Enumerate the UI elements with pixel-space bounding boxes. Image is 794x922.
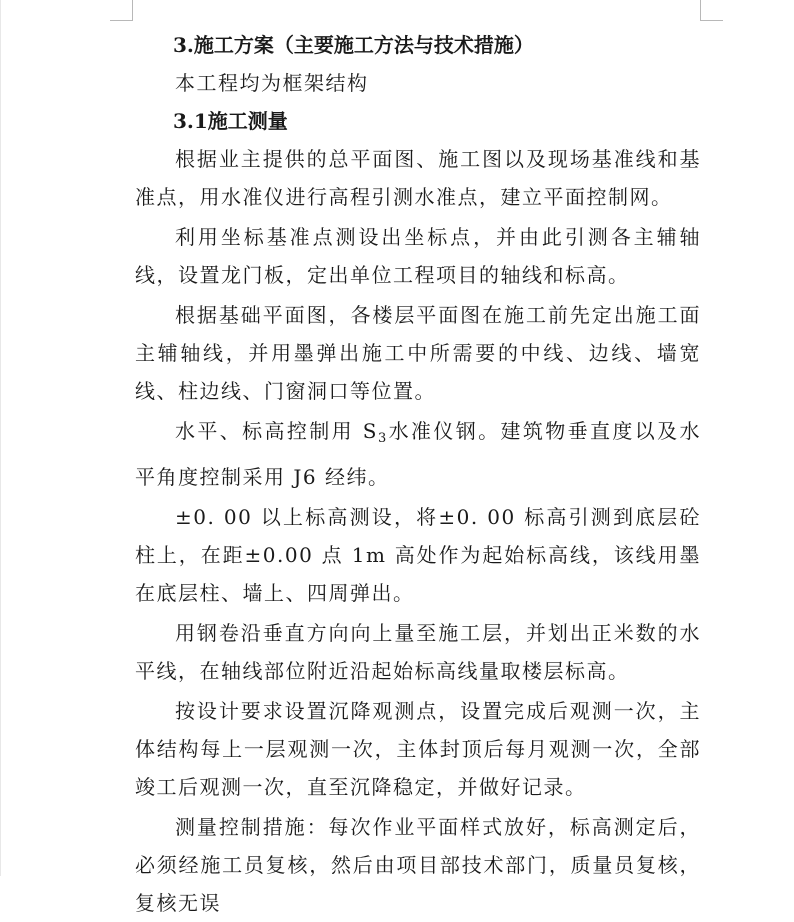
- paragraph-4: [135, 412, 701, 496]
- paragraph-4-start: 水平、标高控制用 S: [175, 419, 378, 443]
- intro-paragraph: 本工程均为框架结构: [175, 71, 369, 95]
- paragraph-2: 利用坐标基准点测设出坐标点，并由此引测各主辅轴线，设置龙门板，定出单位工程项目的轴线和标高。: [135, 225, 701, 287]
- section-heading: 3.施工方案（主要施工方法与技术措施）: [173, 33, 534, 57]
- margin-marker-right: [700, 0, 723, 21]
- paragraph-5: ±0. 00 以上标高测设，将±0. 00 标高引测到底层砼柱上，在距±0.00 点 1m 高处作为起始标高线，该线用墨在底层柱、墙上、四周弹出。: [135, 505, 701, 605]
- subsection-heading: 3.1施工测量: [173, 109, 288, 133]
- paragraph-3: 根据基础平面图，各楼层平面图在施工前先定出施工面主辅轴线，并用墨弹出施工中所需要的中线、边线、墙宽线、柱边线、门窗洞口等位置。: [135, 303, 701, 403]
- paragraph-8: 测量控制措施：每次作业平面样式放好，标高测定后，必须经施工员复核，然后由项目部技术部门，质量员复核，复核无误: [135, 815, 701, 915]
- paragraph-4-end: 水准仪钢。建筑物垂直度以及水平角度控制采用 J6 经纬。: [135, 419, 702, 489]
- paragraph-6: 用钢卷沿垂直方向向上量至施工层，并划出正米数的水平线，在轴线部位附近沿起始标高线量取楼层标高。: [135, 621, 701, 683]
- subscript-3: 3: [377, 431, 388, 446]
- document-body: [135, 26, 701, 922]
- paragraph-7: 按设计要求设置沉降观测点，设置完成后观测一次，主体结构每上一层观测一次，主体封顶后每月观测一次，全部竣工后观测一次，直至沉降稳定，并做好记录。: [135, 699, 701, 799]
- margin-marker-left: [110, 0, 133, 21]
- paragraph-1: 根据业主提供的总平面图、施工图以及现场基准线和基准点，用水准仪进行高程引测水准点，建立平面控制网。: [135, 147, 701, 209]
